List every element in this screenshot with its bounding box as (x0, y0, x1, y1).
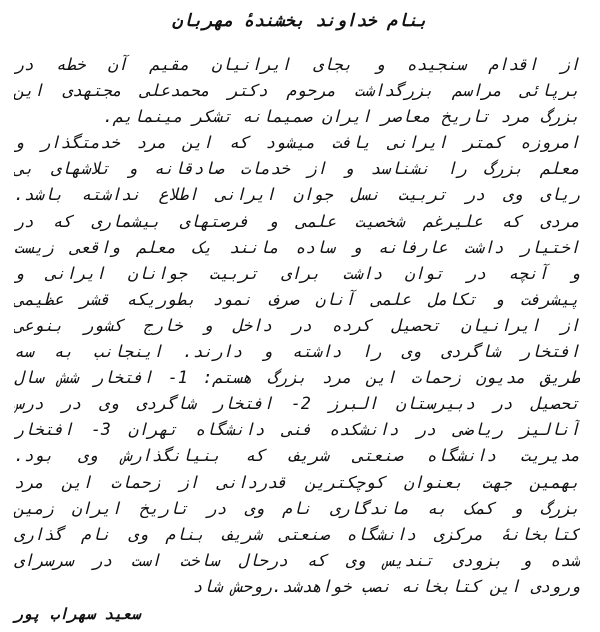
body-line: تحصیل در دبیرستان البرز 2- افتخار شاگردی وی در درس (14, 394, 580, 414)
body-line: از اقدام سنجیده و بجای ایرانیان مقیم آن خطه در (14, 55, 580, 74)
body-line: برپائی مراسم بزرگداشت مرحوم دکتر محمدعلی مجتهدی این (14, 81, 580, 101)
body-line: شده و بزودی تندیس وی که درحال ساخت است در سرسرای (14, 550, 580, 570)
body-line: آنالیز ریاضی در دانشکده فنی دانشگاه تهران 3- افتخار (14, 420, 580, 440)
body-line: مدیریت دانشگاه صنعتی شریف که بنیانگذارش وی بود. (14, 446, 580, 466)
body-line: و آنچه در توان داشت برای تربیت جوانان ایرانی و (14, 263, 580, 283)
body-line: بزرگ مرد تاریخ معاصر ایران صمیمانه تشکر مینمایم. (103, 107, 580, 127)
body-line: طریق مدیون زحمات این مرد بزرگ هستم: 1- افتخار شش سال (14, 368, 580, 388)
body-line: بهمین جهت بعنوان کوچکترین قدردانی از زحمات این مرد (14, 472, 580, 492)
body-line: بزرگ و کمک به ماندگاری نام وی در تاریخ ایران زمین (14, 498, 580, 518)
body-line: کتابخانهٔ مرکزی دانشگاه صنعتی شریف بنام وی نام گذاری (14, 524, 580, 544)
body-line: امروزه کمتر ایرانی یافت میشود که این مرد خدمتگذار و (14, 133, 580, 153)
body-line: از ایرانیان تحصیل کرده در داخل و خارج کشور بنوعی (14, 315, 580, 335)
signature: سعید سهراب پور (14, 605, 141, 623)
document-title: بنام خداوند بخشندهٔ مهربان (172, 11, 428, 31)
letter-body (14, 52, 580, 600)
body-line: مردی که علیرغم شخصیت علمی و فرصتهای بیشماری که در (14, 211, 580, 231)
body-line: پیشرفت و تکامل علمی آنان صرف نمود بطوریکه قشر عظیمی (14, 289, 580, 309)
body-line: ورودی این کتابخانه نصب خواهدشد.روحش شاد (192, 576, 580, 596)
body-line: معلم بزرگ را نشناسد و از خدمات صادقانه و تلاشهای بی (14, 159, 580, 179)
body-line: افتخار شاگردی وی را داشته و دارند. اینجانب به سه (14, 342, 580, 362)
body-line: ریای وی در تربیت نسل جوان ایرانی اطلاع نداشته باشد. (14, 185, 580, 205)
body-line: اختیار داشت عارفانه و ساده مانند یک معلم واقعی زیست (14, 237, 580, 257)
